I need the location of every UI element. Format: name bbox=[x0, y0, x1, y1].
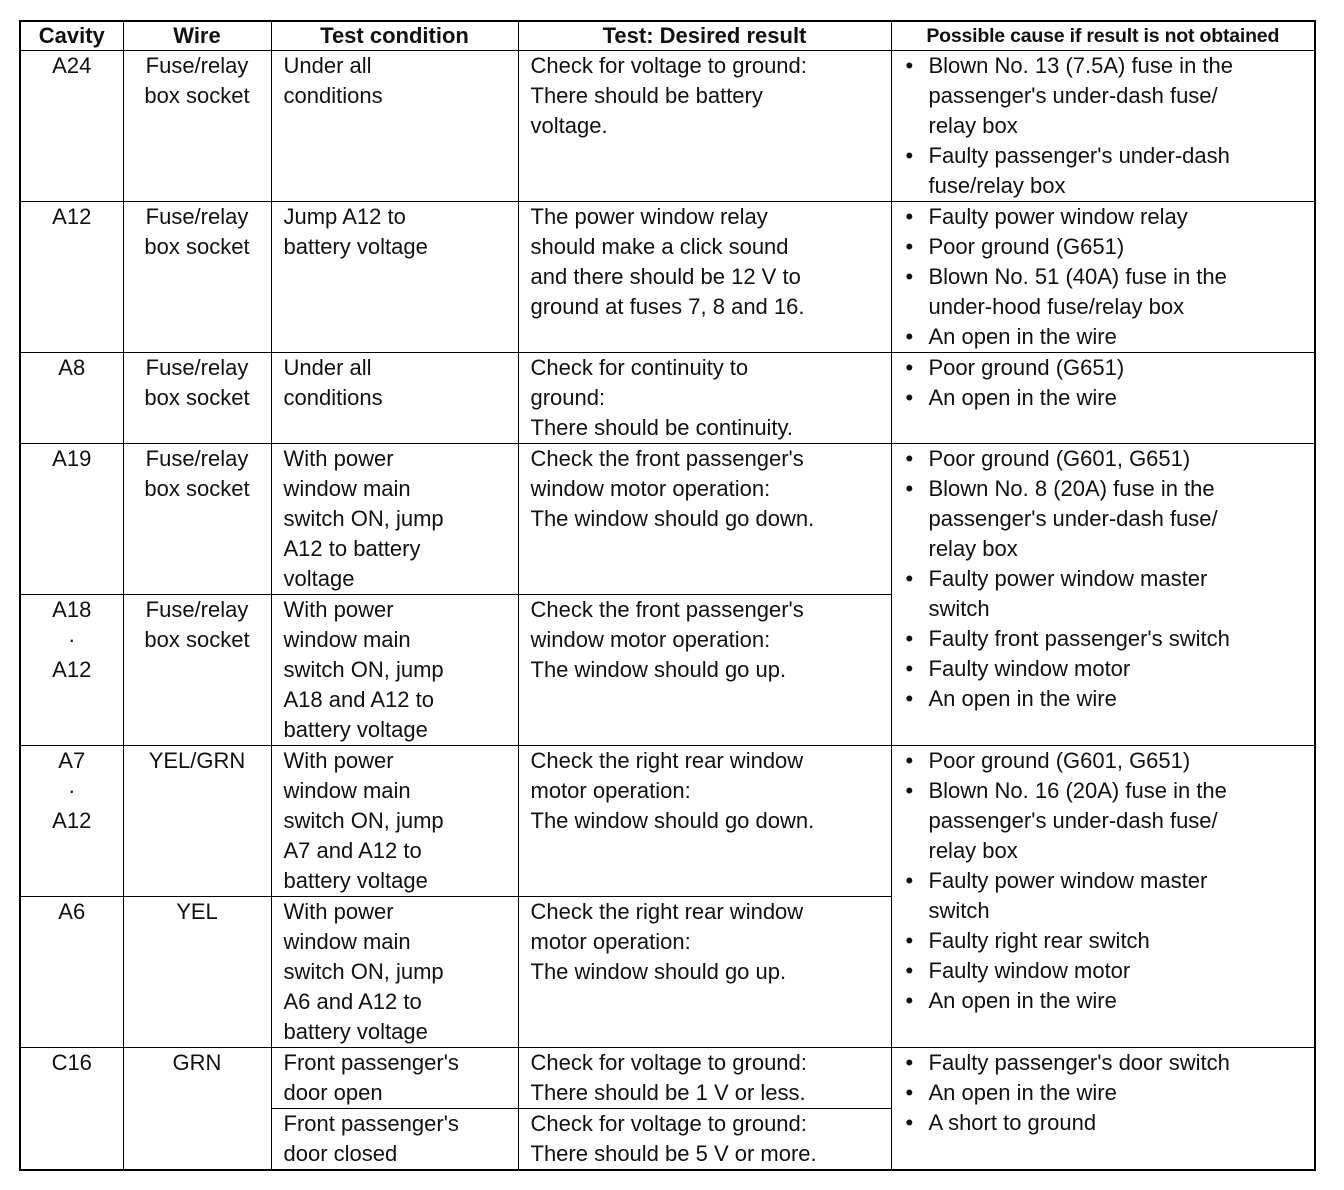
cause-item: • An open in the wire bbox=[906, 684, 1315, 714]
header-cavity: Cavity bbox=[20, 21, 123, 51]
result-cell: Check for voltage to ground: There should be 5 V or more. bbox=[518, 1109, 891, 1171]
separator-dot: · bbox=[68, 627, 76, 652]
cavity-bottom: A12 bbox=[52, 657, 92, 682]
cause-item: • Faulty passenger's under-dash fuse/relay box bbox=[906, 141, 1315, 201]
condition-cell: Front passenger's door open bbox=[271, 1048, 518, 1109]
cause-item: • Faulty window motor bbox=[906, 956, 1315, 986]
table-row-a7-a12 bbox=[20, 746, 1315, 897]
cause-cell bbox=[891, 202, 1315, 353]
cause-item: • Poor ground (G601, G651) bbox=[906, 746, 1315, 776]
result-cell: Check the right rear window motor operation: The window should go up. bbox=[518, 897, 891, 1048]
cavity-cell: A8 bbox=[20, 353, 123, 444]
cause-item: • Faulty right rear switch bbox=[906, 926, 1315, 956]
wire-cell: Fuse/relay box socket bbox=[123, 51, 271, 202]
cause-item: • Poor ground (G651) bbox=[906, 353, 1315, 383]
cause-item: • Blown No. 8 (20A) fuse in the passenger's under-dash fuse/ relay box bbox=[906, 474, 1315, 564]
result-cell: Check for continuity to ground: There should be continuity. bbox=[518, 353, 891, 444]
cause-cell bbox=[891, 51, 1315, 202]
cause-list bbox=[892, 1048, 1315, 1138]
wire-cell: Fuse/relay box socket bbox=[123, 202, 271, 353]
separator-dot: · bbox=[68, 778, 76, 803]
cause-cell bbox=[891, 444, 1315, 746]
cavity-cell: A19 bbox=[20, 444, 123, 595]
wire-cell: YEL/GRN bbox=[123, 746, 271, 897]
condition-cell: With power window main switch ON, jump A7 and A12 to battery voltage bbox=[271, 746, 518, 897]
result-cell: The power window relay should make a click sound and there should be 12 V to ground at fuses 7, 8 and 16. bbox=[518, 202, 891, 353]
troubleshooting-table bbox=[19, 20, 1316, 1171]
cause-item: • Poor ground (G601, G651) bbox=[906, 444, 1315, 474]
cavity-bottom: A12 bbox=[52, 808, 92, 833]
cause-list bbox=[892, 202, 1315, 352]
cause-list bbox=[892, 444, 1315, 714]
table-row-a12 bbox=[20, 202, 1315, 353]
wire-cell: Fuse/relay box socket bbox=[123, 595, 271, 746]
header-possible-cause: Possible cause if result is not obtained bbox=[891, 21, 1315, 51]
condition-cell: Jump A12 to battery voltage bbox=[271, 202, 518, 353]
table-row-c16-open bbox=[20, 1048, 1315, 1109]
table-row-a19 bbox=[20, 444, 1315, 595]
condition-cell: With power window main switch ON, jump A6 and A12 to battery voltage bbox=[271, 897, 518, 1048]
cause-item: • Blown No. 16 (20A) fuse in the passenger's under-dash fuse/ relay box bbox=[906, 776, 1315, 866]
cause-item: • Faulty front passenger's switch bbox=[906, 624, 1315, 654]
cause-list bbox=[892, 353, 1315, 413]
cavity-cell: A24 bbox=[20, 51, 123, 202]
wire-cell: Fuse/relay box socket bbox=[123, 444, 271, 595]
table-row-a8 bbox=[20, 353, 1315, 444]
condition-cell: Under all conditions bbox=[271, 51, 518, 202]
cavity-top: A7 bbox=[58, 748, 86, 773]
cause-cell bbox=[891, 353, 1315, 444]
cavity-cell bbox=[20, 746, 123, 897]
wire-cell: GRN bbox=[123, 1048, 271, 1171]
table-row-a24 bbox=[20, 51, 1315, 202]
cavity-cell bbox=[20, 595, 123, 746]
header-row bbox=[20, 21, 1315, 51]
cause-item: • Poor ground (G651) bbox=[906, 232, 1315, 262]
cavity-cell: C16 bbox=[20, 1048, 123, 1171]
cause-list bbox=[892, 746, 1315, 1016]
result-cell: Check the right rear window motor operation: The window should go down. bbox=[518, 746, 891, 897]
cause-item: • Faulty power window master switch bbox=[906, 866, 1315, 926]
cause-item: • Blown No. 13 (7.5A) fuse in the passenger's under-dash fuse/ relay box bbox=[906, 51, 1315, 141]
wire-cell: YEL bbox=[123, 897, 271, 1048]
cavity-cell: A12 bbox=[20, 202, 123, 353]
result-cell: Check for voltage to ground: There should be battery voltage. bbox=[518, 51, 891, 202]
cause-item: • An open in the wire bbox=[906, 322, 1315, 352]
cause-item: • Faulty power window relay bbox=[906, 202, 1315, 232]
cause-item: • An open in the wire bbox=[906, 1078, 1315, 1108]
cause-item: • Faulty window motor bbox=[906, 654, 1315, 684]
cause-item: • A short to ground bbox=[906, 1108, 1315, 1138]
cause-list bbox=[892, 51, 1315, 201]
cause-item: • Faulty power window master switch bbox=[906, 564, 1315, 624]
result-cell: Check for voltage to ground: There should be 1 V or less. bbox=[518, 1048, 891, 1109]
cause-item: • Faulty passenger's door switch bbox=[906, 1048, 1315, 1078]
cause-cell bbox=[891, 746, 1315, 1048]
condition-cell: With power window main switch ON, jump A12 to battery voltage bbox=[271, 444, 518, 595]
cause-cell bbox=[891, 1048, 1315, 1171]
result-cell: Check the front passenger's window motor operation: The window should go up. bbox=[518, 595, 891, 746]
wire-cell: Fuse/relay box socket bbox=[123, 353, 271, 444]
condition-cell: Under all conditions bbox=[271, 353, 518, 444]
cavity-cell: A6 bbox=[20, 897, 123, 1048]
result-cell: Check the front passenger's window motor operation: The window should go down. bbox=[518, 444, 891, 595]
header-desired-result: Test: Desired result bbox=[518, 21, 891, 51]
condition-cell: With power window main switch ON, jump A18 and A12 to battery voltage bbox=[271, 595, 518, 746]
header-test-condition: Test condition bbox=[271, 21, 518, 51]
cause-item: • An open in the wire bbox=[906, 383, 1315, 413]
cause-item: • An open in the wire bbox=[906, 986, 1315, 1016]
header-wire: Wire bbox=[123, 21, 271, 51]
cavity-top: A18 bbox=[52, 597, 92, 622]
condition-cell: Front passenger's door closed bbox=[271, 1109, 518, 1171]
cause-item: • Blown No. 51 (40A) fuse in the under-hood fuse/relay box bbox=[906, 262, 1315, 322]
